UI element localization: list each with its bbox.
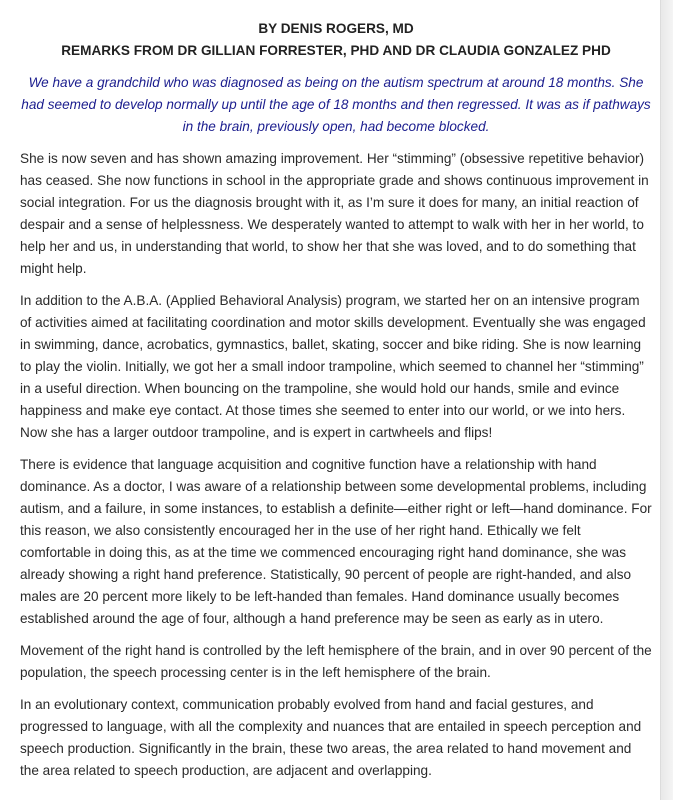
vertical-scrollbar[interactable] [660, 0, 673, 800]
paragraph-1: She is now seven and has shown amazing improvement. Her “stimming” (obsessive repetitive behavior) has ceased. She now functions in school in the appropriate grade and shows continuous improvement in social integration. For us the diagnosis brought with it, as I’m sure it does for many, an initial reaction of despair and a sense of helplessness. We desperately wanted to attempt to walk with her in her world, to help her and us, in understanding that world, to show her that she was loved, and to do something that might help. [20, 151, 649, 276]
article-byline: BY DENIS ROGERS, MD [258, 21, 414, 36]
paragraph-2: In addition to the A.B.A. (Applied Behavioral Analysis) program, we started her on an intensive program of activities aimed at facilitating coordination and motor skills development. Eventually she was engaged in swimming, dance, acrobatics, gymnastics, ballet, skating, soccer and bike riding. She is now learning to play the violin. Initially, we got her a small indoor trampoline, which seemed to channel her “stimming” in a useful direction. When bouncing on the trampoline, she would hold our hands, smile and evince happiness and make eye contact. At those times she seemed to enter into our world, or we into hers. Now she has a larger outdoor trampoline, and is expert in cartwheels and flips! [20, 293, 646, 440]
article-remarks: REMARKS FROM DR GILLIAN FORRESTER, PHD AND DR CLAUDIA GONZALEZ PHD [61, 43, 611, 58]
intro-quote: We have a grandchild who was diagnosed as being on the autism spectrum at around 18 months. She had seemed to develop normally up until the age of 18 months and then regressed. It was as if pathways in the brain, previously open, had become blocked. [21, 75, 651, 134]
paragraph-5: In an evolutionary context, communication probably evolved from hand and facial gestures, and progressed to language, with all the complexity and nuances that are entailed in speech perception and speech production. Significantly in the brain, these two areas, the area related to hand movement and the area related to speech production, are adjacent and overlapping. [20, 697, 642, 778]
paragraph-4: Movement of the right hand is controlled by the left hemisphere of the brain, and in over 90 percent of the population, the speech processing center is in the left hemisphere of the brain. [20, 643, 652, 680]
article-content [20, 18, 652, 782]
paragraph-3: There is evidence that language acquisition and cognitive function have a relationship with hand dominance. As a doctor, I was aware of a relationship between some developmental problems, including autism, and a failure, in some instances, to establish a definite—either right or left—hand dominance. For this reason, we also consistently encouraged her in the use of her right hand. Ethically we felt comfortable in doing this, as at the time we commenced encouraging right hand dominance, she was already showing a right hand preference. Statistically, 90 percent of people are right-handed, and also males are 20 percent more likely to be left-handed than females. Hand dominance usually becomes established around the age of four, although a hand preference may be seen as early as in utero. [20, 457, 652, 626]
